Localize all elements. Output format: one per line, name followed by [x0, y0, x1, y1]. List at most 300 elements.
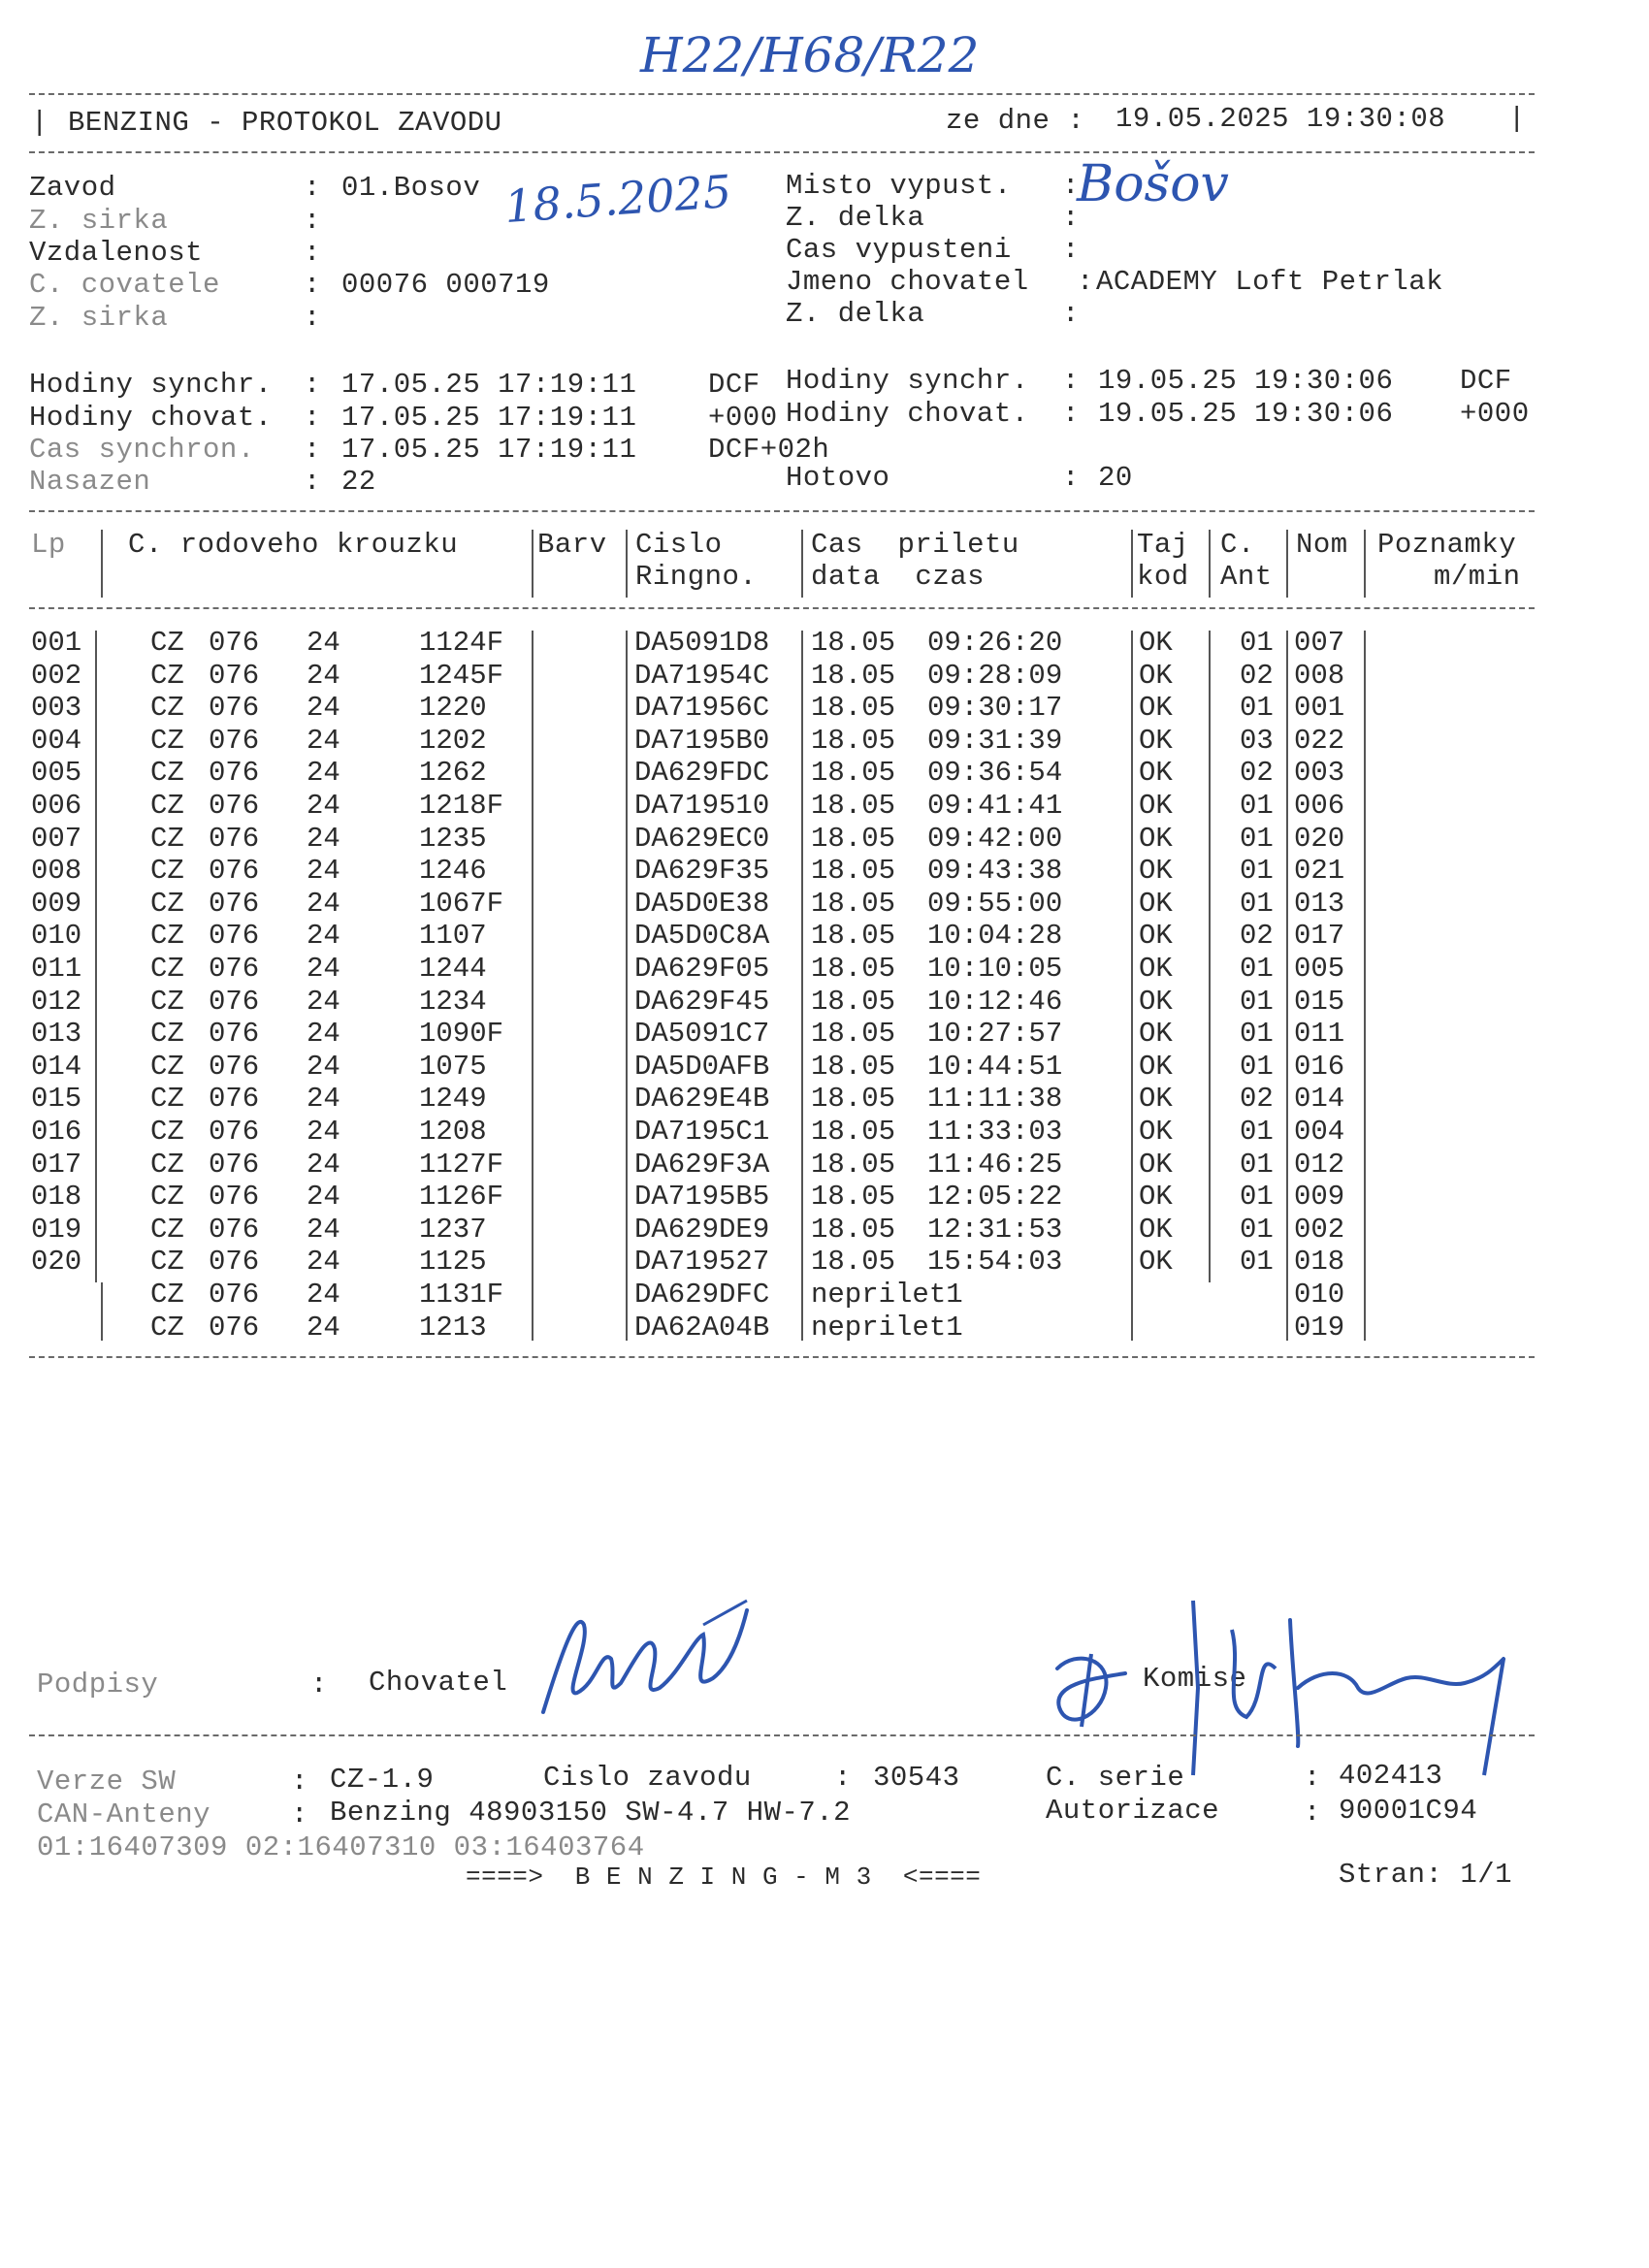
row-lp: 013	[31, 1018, 82, 1051]
row-secret-code: OK	[1139, 985, 1173, 1018]
row-antenna: 01	[1240, 985, 1274, 1018]
row-antenna: 01	[1240, 1246, 1274, 1279]
field-label: Misto vypust.	[786, 170, 1012, 202]
field-colon: :	[1062, 170, 1080, 202]
row-arrival-time: 12:05:22	[927, 1181, 1063, 1214]
row-year: 24	[307, 1246, 340, 1279]
row-org: 076	[209, 887, 260, 920]
sw-version-value: CZ-1.9	[330, 1764, 435, 1796]
row-chip-id: DA7195C1	[634, 1116, 770, 1148]
row-arrival-time: 09:26:20	[927, 627, 1063, 659]
sync-label: Nasazen	[29, 466, 151, 498]
row-arrival-time: 09:55:00	[927, 887, 1063, 920]
row-nomination: 018	[1294, 1246, 1345, 1279]
sync-label: Hotovo	[786, 462, 890, 494]
row-country: CZ	[150, 1181, 184, 1214]
row-nomination: 008	[1294, 659, 1345, 692]
row-antenna: 01	[1240, 1050, 1274, 1083]
row-nomination: 010	[1294, 1279, 1345, 1311]
row-antenna: 02	[1240, 757, 1274, 790]
row-year: 24	[307, 790, 340, 822]
sync-colon: :	[304, 466, 321, 498]
row-org: 076	[209, 692, 260, 725]
row-secret-code: OK	[1139, 1018, 1173, 1051]
antenna-serials: 01:16407309 02:16407310 03:16403764	[37, 1831, 645, 1863]
row-arrival-date: 18.05	[811, 855, 896, 888]
column-separator	[1364, 530, 1366, 598]
row-arrival-time: 09:36:54	[927, 757, 1063, 790]
row-org: 076	[209, 1116, 260, 1148]
row-year: 24	[307, 1279, 340, 1311]
sync-colon: :	[1062, 398, 1080, 430]
row-arrival-time: 12:31:53	[927, 1213, 1063, 1246]
column-separator	[1286, 530, 1288, 598]
row-country: CZ	[150, 953, 184, 985]
sync-label: Cas synchron.	[29, 434, 255, 466]
row-chip-id: DA629F35	[634, 855, 770, 888]
row-secret-code: OK	[1139, 627, 1173, 659]
row-secret-code: OK	[1139, 757, 1173, 790]
row-secret-code: OK	[1139, 1246, 1173, 1279]
row-arrival-time: 11:11:38	[927, 1083, 1063, 1116]
field-value: 00076 000719	[341, 269, 550, 301]
row-chip-id: DA629F3A	[634, 1148, 770, 1181]
row-org: 076	[209, 757, 260, 790]
row-ring-number: 1235	[419, 822, 487, 855]
row-nomination: 021	[1294, 855, 1345, 888]
sync-suffix: DCF+02h	[708, 434, 830, 466]
sync-value: 19.05.25 19:30:06	[1098, 365, 1394, 397]
field-label: Vzdalenost	[29, 237, 204, 269]
divider	[29, 607, 1535, 609]
sync-value: 19.05.25 19:30:06	[1098, 398, 1394, 430]
sync-value: 20	[1098, 462, 1133, 494]
row-arrival-date: 18.05	[811, 920, 896, 953]
row-country: CZ	[150, 920, 184, 953]
field-colon: :	[304, 237, 321, 269]
row-chip-id: DA629E4B	[634, 1083, 770, 1116]
column-separator	[626, 530, 628, 598]
authorization-label: Autorizace	[1046, 1795, 1220, 1827]
row-lp: 001	[31, 627, 82, 659]
sync-value: 17.05.25 17:19:11	[341, 434, 637, 466]
row-ring-number: 1237	[419, 1213, 487, 1246]
field-colon: :	[304, 302, 321, 334]
row-arrival-time: 09:30:17	[927, 692, 1063, 725]
row-country: CZ	[150, 1116, 184, 1148]
row-arrival-date: 18.05	[811, 985, 896, 1018]
row-arrival-date: 18.05	[811, 1246, 896, 1279]
row-arrival-date: 18.05	[811, 692, 896, 725]
sync-colon: :	[1062, 365, 1080, 397]
row-chip-id: DA7195B5	[634, 1181, 770, 1214]
row-nomination: 017	[1294, 920, 1345, 953]
row-year: 24	[307, 757, 340, 790]
row-nomination: 003	[1294, 757, 1345, 790]
row-country: CZ	[150, 724, 184, 757]
row-secret-code: OK	[1139, 659, 1173, 692]
row-antenna: 01	[1240, 1116, 1274, 1148]
row-ring-number: 1090F	[419, 1018, 504, 1051]
row-lp: 015	[31, 1083, 82, 1116]
row-arrival-time: 11:33:03	[927, 1116, 1063, 1148]
row-chip-id: DA629EC0	[634, 822, 770, 855]
row-nomination: 007	[1294, 627, 1345, 659]
field-label: Cas vypusteni	[786, 234, 1012, 266]
row-secret-code: OK	[1139, 855, 1173, 888]
field-colon: :	[1062, 202, 1080, 234]
row-antenna: 03	[1240, 724, 1274, 757]
row-org: 076	[209, 1148, 260, 1181]
row-country: CZ	[150, 1311, 184, 1344]
row-nomination: 016	[1294, 1050, 1345, 1083]
row-arrival-date: neprilet1	[811, 1279, 963, 1311]
row-lp: 012	[31, 985, 82, 1018]
row-lp: 005	[31, 757, 82, 790]
row-chip-id: DA71954C	[634, 659, 770, 692]
sync-value: 22	[341, 466, 376, 498]
sync-label: Hodiny chovat.	[786, 398, 1029, 430]
authorization-value: 90001C94	[1339, 1795, 1478, 1827]
row-nomination: 014	[1294, 1083, 1345, 1116]
field-colon: :	[1077, 266, 1094, 298]
row-nomination: 020	[1294, 822, 1345, 855]
row-chip-id: DA629F05	[634, 953, 770, 985]
row-lp: 016	[31, 1116, 82, 1148]
row-country: CZ	[150, 627, 184, 659]
row-year: 24	[307, 1116, 340, 1148]
row-year: 24	[307, 1083, 340, 1116]
sw-version-label: Verze SW	[37, 1766, 177, 1798]
sync-value: 17.05.25 17:19:11	[341, 402, 637, 434]
row-ring-number: 1202	[419, 724, 487, 757]
sync-suffix: +000	[708, 402, 778, 434]
race-number-colon: :	[834, 1762, 852, 1794]
row-lp: 019	[31, 1213, 82, 1246]
divider	[29, 151, 1535, 153]
race-number-label: Cislo zavodu	[543, 1762, 752, 1794]
sync-label: Hodiny synchr.	[29, 369, 273, 401]
row-arrival-time: 09:28:09	[927, 659, 1063, 692]
row-lp: 011	[31, 953, 82, 985]
field-value: 01.Bosov	[341, 172, 481, 204]
sync-suffix: DCF	[708, 369, 760, 401]
row-antenna: 01	[1240, 1213, 1274, 1246]
row-antenna: 01	[1240, 627, 1274, 659]
column-separator	[626, 631, 628, 1341]
row-antenna: 02	[1240, 659, 1274, 692]
row-country: CZ	[150, 985, 184, 1018]
row-nomination: 019	[1294, 1311, 1345, 1344]
row-ring-number: 1208	[419, 1116, 487, 1148]
sync-colon: :	[304, 402, 321, 434]
row-lp: 002	[31, 659, 82, 692]
row-arrival-date: 18.05	[811, 659, 896, 692]
chovatel-label: Chovatel	[369, 1667, 508, 1699]
col-header-poznamky: Poznamky	[1377, 529, 1517, 561]
col-header-ring: C. rodoveho krouzku	[128, 529, 459, 561]
row-secret-code: OK	[1139, 1213, 1173, 1246]
row-year: 24	[307, 953, 340, 985]
divider	[29, 1356, 1535, 1358]
row-nomination: 022	[1294, 724, 1345, 757]
row-antenna: 01	[1240, 1148, 1274, 1181]
row-chip-id: DA629F45	[634, 985, 770, 1018]
race-number-value: 30543	[873, 1762, 960, 1794]
row-country: CZ	[150, 1213, 184, 1246]
date-value: 19.05.2025 19:30:08	[1116, 103, 1446, 135]
row-ring-number: 1262	[419, 757, 487, 790]
field-colon: :	[1062, 298, 1080, 330]
row-nomination: 013	[1294, 887, 1345, 920]
field-colon: :	[304, 172, 321, 204]
row-antenna: 02	[1240, 1083, 1274, 1116]
row-lp: 006	[31, 790, 82, 822]
row-nomination: 012	[1294, 1148, 1345, 1181]
row-antenna: 01	[1240, 953, 1274, 985]
row-arrival-date: 18.05	[811, 1018, 896, 1051]
signatures-label: Podpisy	[37, 1669, 159, 1701]
row-ring-number: 1213	[419, 1311, 487, 1344]
row-nomination: 002	[1294, 1213, 1345, 1246]
row-country: CZ	[150, 790, 184, 822]
col-header-taj: Taj	[1137, 529, 1189, 561]
serial-label: C. serie	[1046, 1762, 1185, 1794]
row-ring-number: 1245F	[419, 659, 504, 692]
row-arrival-time: 10:12:46	[927, 985, 1063, 1018]
row-lp: 010	[31, 920, 82, 953]
row-country: CZ	[150, 1148, 184, 1181]
row-arrival-date: 18.05	[811, 1213, 896, 1246]
sync-value: 17.05.25 17:19:11	[341, 369, 637, 401]
row-ring-number: 1107	[419, 920, 487, 953]
row-chip-id: DA629DFC	[634, 1279, 770, 1311]
authorization-colon: :	[1304, 1797, 1321, 1829]
col-header-ringno: Ringno.	[635, 561, 758, 593]
row-chip-id: DA5D0E38	[634, 887, 770, 920]
row-chip-id: DA719510	[634, 790, 770, 822]
row-country: CZ	[150, 757, 184, 790]
column-separator	[1131, 631, 1133, 1341]
row-nomination: 001	[1294, 692, 1345, 725]
serial-value: 402413	[1339, 1760, 1443, 1792]
field-colon: :	[304, 205, 321, 237]
row-year: 24	[307, 985, 340, 1018]
column-separator	[1131, 530, 1133, 598]
row-ring-number: 1126F	[419, 1181, 504, 1214]
row-year: 24	[307, 920, 340, 953]
row-lp: 008	[31, 855, 82, 888]
row-arrival-time: 10:04:28	[927, 920, 1063, 953]
row-country: CZ	[150, 1246, 184, 1279]
field-label: Z. delka	[786, 202, 925, 234]
date-label: ze dne :	[946, 105, 1085, 137]
row-secret-code: OK	[1139, 692, 1173, 725]
field-label: Jmeno chovatel	[786, 266, 1029, 298]
col-header-barv: Barv	[537, 529, 607, 561]
row-year: 24	[307, 1311, 340, 1344]
row-chip-id: DA62A04B	[634, 1311, 770, 1344]
row-secret-code: OK	[1139, 1148, 1173, 1181]
sync-label: Hodiny synchr.	[786, 365, 1029, 397]
row-org: 076	[209, 1018, 260, 1051]
col-header-kod: kod	[1137, 561, 1189, 593]
row-arrival-date: 18.05	[811, 724, 896, 757]
breeder-signature-icon	[524, 1591, 776, 1727]
document-title: BENZING - PROTOKOL ZAVODU	[68, 107, 502, 139]
row-ring-number: 1218F	[419, 790, 504, 822]
row-chip-id: DA719527	[634, 1246, 770, 1279]
row-antenna: 01	[1240, 790, 1274, 822]
row-arrival-date: 18.05	[811, 1181, 896, 1214]
row-year: 24	[307, 855, 340, 888]
row-org: 076	[209, 1311, 260, 1344]
col-header-ant: Ant	[1220, 561, 1273, 593]
sync-suffix: +000	[1460, 398, 1530, 430]
row-lp: 018	[31, 1181, 82, 1214]
row-arrival-date: 18.05	[811, 1116, 896, 1148]
row-ring-number: 1075	[419, 1050, 487, 1083]
row-antenna: 01	[1240, 692, 1274, 725]
row-chip-id: DA5091C7	[634, 1018, 770, 1051]
row-lp: 007	[31, 822, 82, 855]
row-secret-code: OK	[1139, 920, 1173, 953]
row-arrival-date: 18.05	[811, 887, 896, 920]
brand-banner: ====> B E N Z I N G - M 3 <====	[466, 1863, 982, 1892]
row-org: 076	[209, 1213, 260, 1246]
row-country: CZ	[150, 822, 184, 855]
row-org: 076	[209, 1050, 260, 1083]
column-separator	[801, 631, 803, 1341]
column-separator	[1209, 631, 1211, 1282]
row-antenna: 02	[1240, 920, 1274, 953]
row-year: 24	[307, 1181, 340, 1214]
row-org: 076	[209, 724, 260, 757]
column-separator	[1364, 631, 1366, 1341]
row-antenna: 01	[1240, 1181, 1274, 1214]
komise-label: Komise	[1143, 1663, 1247, 1695]
row-country: CZ	[150, 1050, 184, 1083]
field-label: Z. sirka	[29, 205, 169, 237]
col-header-cislo: Cislo	[635, 529, 723, 561]
col-header-c: C.	[1220, 529, 1255, 561]
column-separator	[101, 1282, 103, 1341]
row-nomination: 015	[1294, 985, 1345, 1018]
row-year: 24	[307, 659, 340, 692]
row-ring-number: 1244	[419, 953, 487, 985]
column-separator	[95, 631, 97, 1282]
column-separator	[1286, 631, 1288, 1341]
row-org: 076	[209, 985, 260, 1018]
row-ring-number: 1124F	[419, 627, 504, 659]
field-colon: :	[304, 269, 321, 301]
row-lp: 020	[31, 1246, 82, 1279]
row-country: CZ	[150, 1018, 184, 1051]
row-ring-number: 1234	[419, 985, 487, 1018]
row-ring-number: 1067F	[419, 887, 504, 920]
col-header-speed: m/min	[1434, 561, 1521, 593]
row-org: 076	[209, 920, 260, 953]
row-antenna: 01	[1240, 887, 1274, 920]
row-lp: 004	[31, 724, 82, 757]
row-secret-code: OK	[1139, 1083, 1173, 1116]
row-year: 24	[307, 1018, 340, 1051]
sync-suffix: DCF	[1460, 365, 1512, 397]
page-number: Stran: 1/1	[1339, 1859, 1513, 1891]
col-header-lp: Lp	[31, 529, 66, 561]
row-year: 24	[307, 1050, 340, 1083]
row-arrival-time: 09:31:39	[927, 724, 1063, 757]
signatures-colon: :	[310, 1669, 328, 1701]
row-secret-code: OK	[1139, 724, 1173, 757]
row-arrival-time: 10:10:05	[927, 953, 1063, 985]
row-secret-code: OK	[1139, 822, 1173, 855]
row-country: CZ	[150, 855, 184, 888]
row-year: 24	[307, 1213, 340, 1246]
col-header-data-czas: data czas	[811, 561, 986, 593]
row-lp: 017	[31, 1148, 82, 1181]
row-chip-id: DA5D0AFB	[634, 1050, 770, 1083]
row-country: CZ	[150, 887, 184, 920]
row-year: 24	[307, 724, 340, 757]
col-header-cas: Cas priletu	[811, 529, 1019, 561]
handwritten-race-code: H22/H68/R22	[640, 27, 980, 83]
row-chip-id: DA629FDC	[634, 757, 770, 790]
row-arrival-time: 10:44:51	[927, 1050, 1063, 1083]
row-lp: 014	[31, 1050, 82, 1083]
row-org: 076	[209, 1279, 260, 1311]
row-arrival-time: 09:43:38	[927, 855, 1063, 888]
row-arrival-date: neprilet1	[811, 1311, 963, 1344]
row-year: 24	[307, 627, 340, 659]
row-chip-id: DA629DE9	[634, 1213, 770, 1246]
row-ring-number: 1220	[419, 692, 487, 725]
row-secret-code: OK	[1139, 1116, 1173, 1148]
row-arrival-time: 10:27:57	[927, 1018, 1063, 1051]
sync-colon: :	[304, 434, 321, 466]
row-ring-number: 1249	[419, 1083, 487, 1116]
row-nomination: 005	[1294, 953, 1345, 985]
row-arrival-date: 18.05	[811, 627, 896, 659]
divider	[29, 1734, 1535, 1736]
col-header-nom: Nom	[1296, 529, 1348, 561]
row-secret-code: OK	[1139, 1050, 1173, 1083]
row-org: 076	[209, 855, 260, 888]
field-label: Z. sirka	[29, 302, 169, 334]
row-arrival-time: 11:46:25	[927, 1148, 1063, 1181]
row-org: 076	[209, 627, 260, 659]
row-chip-id: DA71956C	[634, 692, 770, 725]
row-nomination: 004	[1294, 1116, 1345, 1148]
column-separator	[801, 530, 803, 598]
antennas-label: CAN-Anteny	[37, 1798, 211, 1831]
row-chip-id: DA5091D8	[634, 627, 770, 659]
row-secret-code: OK	[1139, 790, 1173, 822]
row-org: 076	[209, 1181, 260, 1214]
row-country: CZ	[150, 659, 184, 692]
row-arrival-date: 18.05	[811, 1083, 896, 1116]
row-antenna: 01	[1240, 822, 1274, 855]
field-colon: :	[1062, 234, 1080, 266]
divider	[29, 510, 1535, 512]
row-chip-id: DA7195B0	[634, 724, 770, 757]
sync-label: Hodiny chovat.	[29, 402, 273, 434]
row-year: 24	[307, 692, 340, 725]
divider	[29, 93, 1535, 95]
header-right-bar: |	[1508, 103, 1526, 135]
row-nomination: 009	[1294, 1181, 1345, 1214]
row-arrival-date: 18.05	[811, 953, 896, 985]
